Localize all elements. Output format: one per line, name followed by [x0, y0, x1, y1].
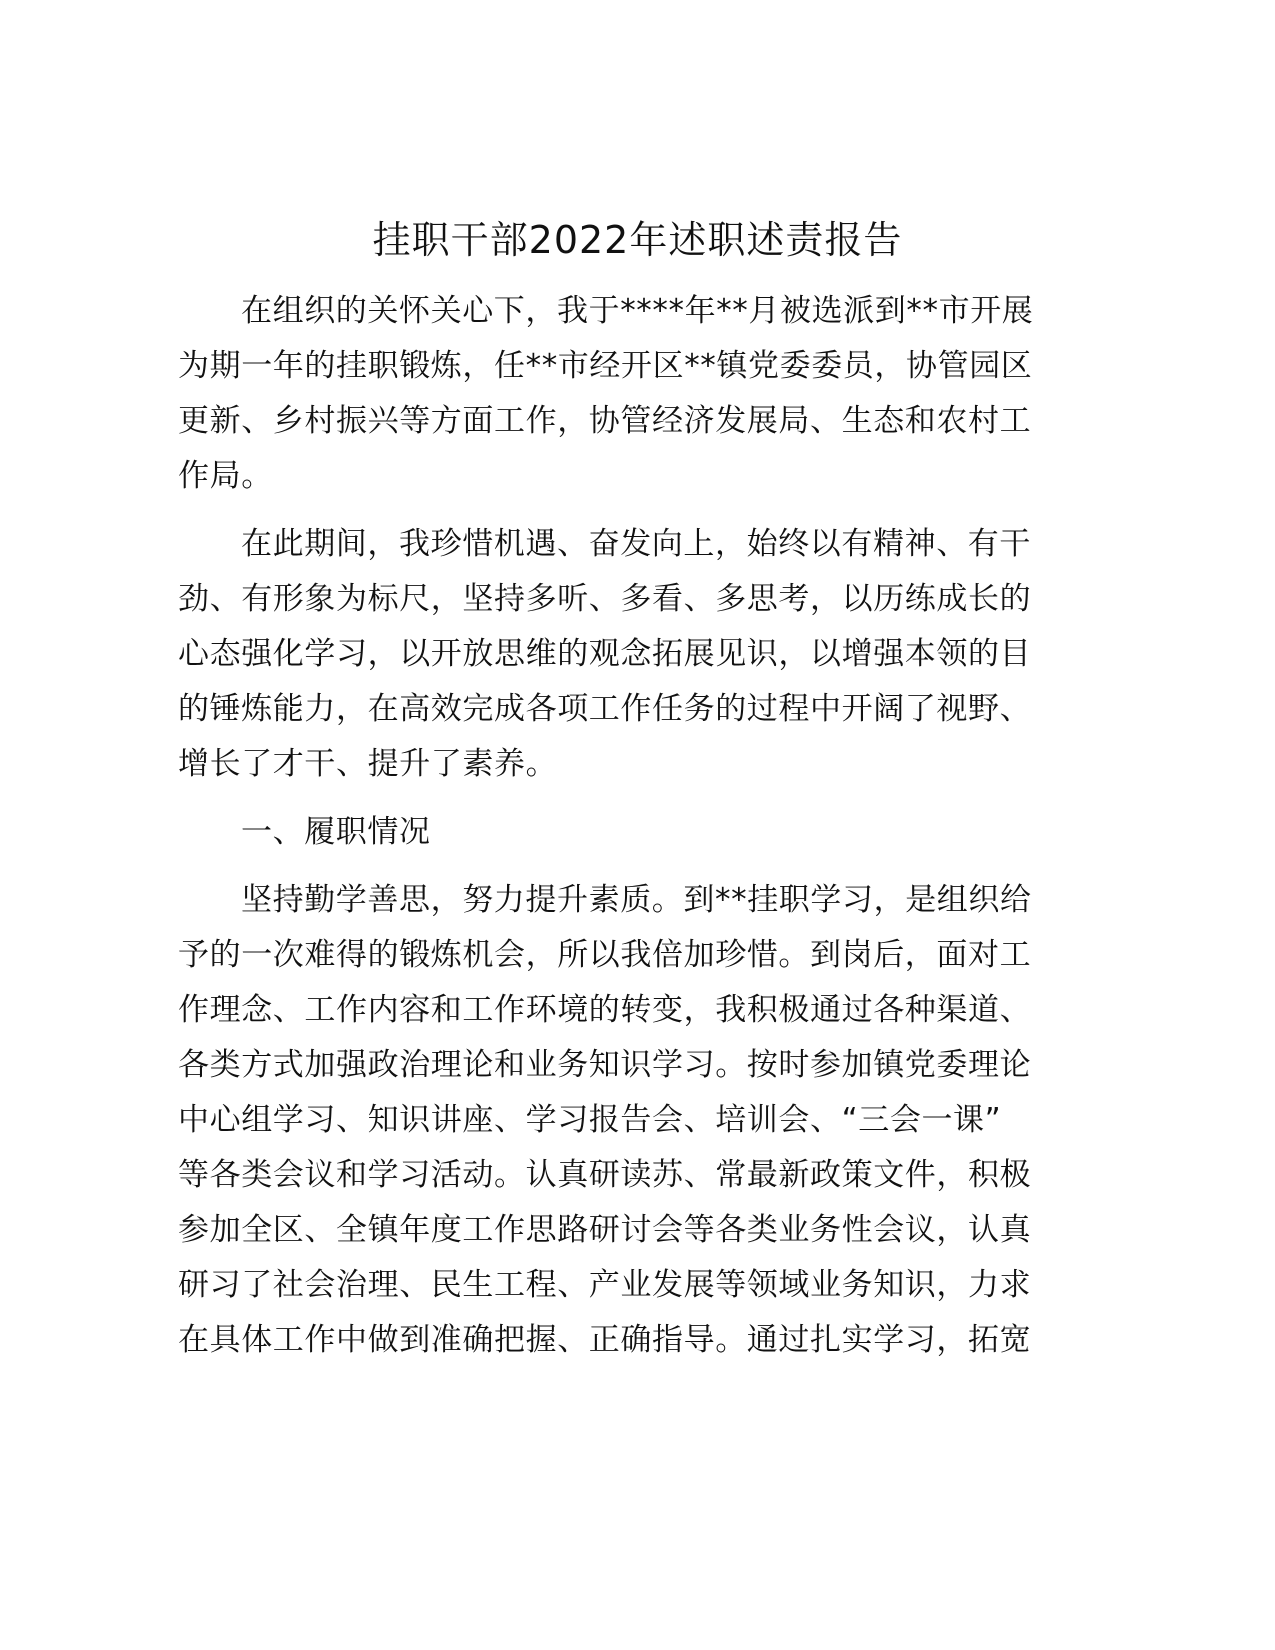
text-line: 中心组学习、知识讲座、学习报告会、培训会、“三会一课” — [178, 1102, 1002, 1138]
text-line: 等各类会议和学习活动。认真研读苏、常最新政策文件，积极 — [178, 1157, 1032, 1193]
paragraph — [178, 284, 1038, 504]
section-heading — [178, 805, 1038, 860]
text-line: 更新、乡村振兴等方面工作，协管经济发展局、生态和农村工 — [178, 403, 1032, 439]
text-line: 增长了才干、提升了素养。 — [178, 746, 558, 782]
paragraph — [178, 517, 1038, 792]
text-line: 劲、有形象为标尺，坚持多听、多看、多思考，以历练成长的 — [178, 581, 1032, 617]
text-line: 一、履职情况 — [241, 814, 431, 850]
text-line: 的锤炼能力，在高效完成各项工作任务的过程中开阔了视野、 — [178, 691, 1032, 727]
text-line: 心态强化学习，以开放思维的观念拓展见识，以增强本领的目 — [178, 636, 1032, 672]
text-line: 各类方式加强政治理论和业务知识学习。按时参加镇党委理论 — [178, 1047, 1032, 1083]
text-line: 作理念、工作内容和工作环境的转变，我积极通过各种渠道、 — [178, 992, 1032, 1028]
text-line: 作局。 — [178, 458, 273, 494]
document-title: 挂职干部2022年述职述责报告 — [372, 218, 903, 262]
text-line: 在组织的关怀关心下，我于****年**月被选派到**市开展 — [241, 293, 1034, 329]
text-line: 坚持勤学善思，努力提升素质。到**挂职学习，是组织给 — [241, 882, 1032, 918]
text-line: 予的一次难得的锻炼机会，所以我倍加珍惜。到岗后，面对工 — [178, 937, 1032, 973]
text-line: 为期一年的挂职锻炼，任**市经开区**镇党委委员，协管园区 — [178, 348, 1033, 384]
text-line: 研习了社会治理、民生工程、产业发展等领域业务知识，力求 — [178, 1267, 1032, 1303]
paragraph — [178, 873, 1038, 1368]
text-line: 在具体工作中做到准确把握、正确指导。通过扎实学习，拓宽 — [178, 1322, 1032, 1358]
text-line: 参加全区、全镇年度工作思路研讨会等各类业务性会议，认真 — [178, 1212, 1032, 1248]
text-line: 在此期间，我珍惜机遇、奋发向上，始终以有精神、有干 — [241, 526, 1031, 562]
document-body — [178, 284, 1038, 1381]
